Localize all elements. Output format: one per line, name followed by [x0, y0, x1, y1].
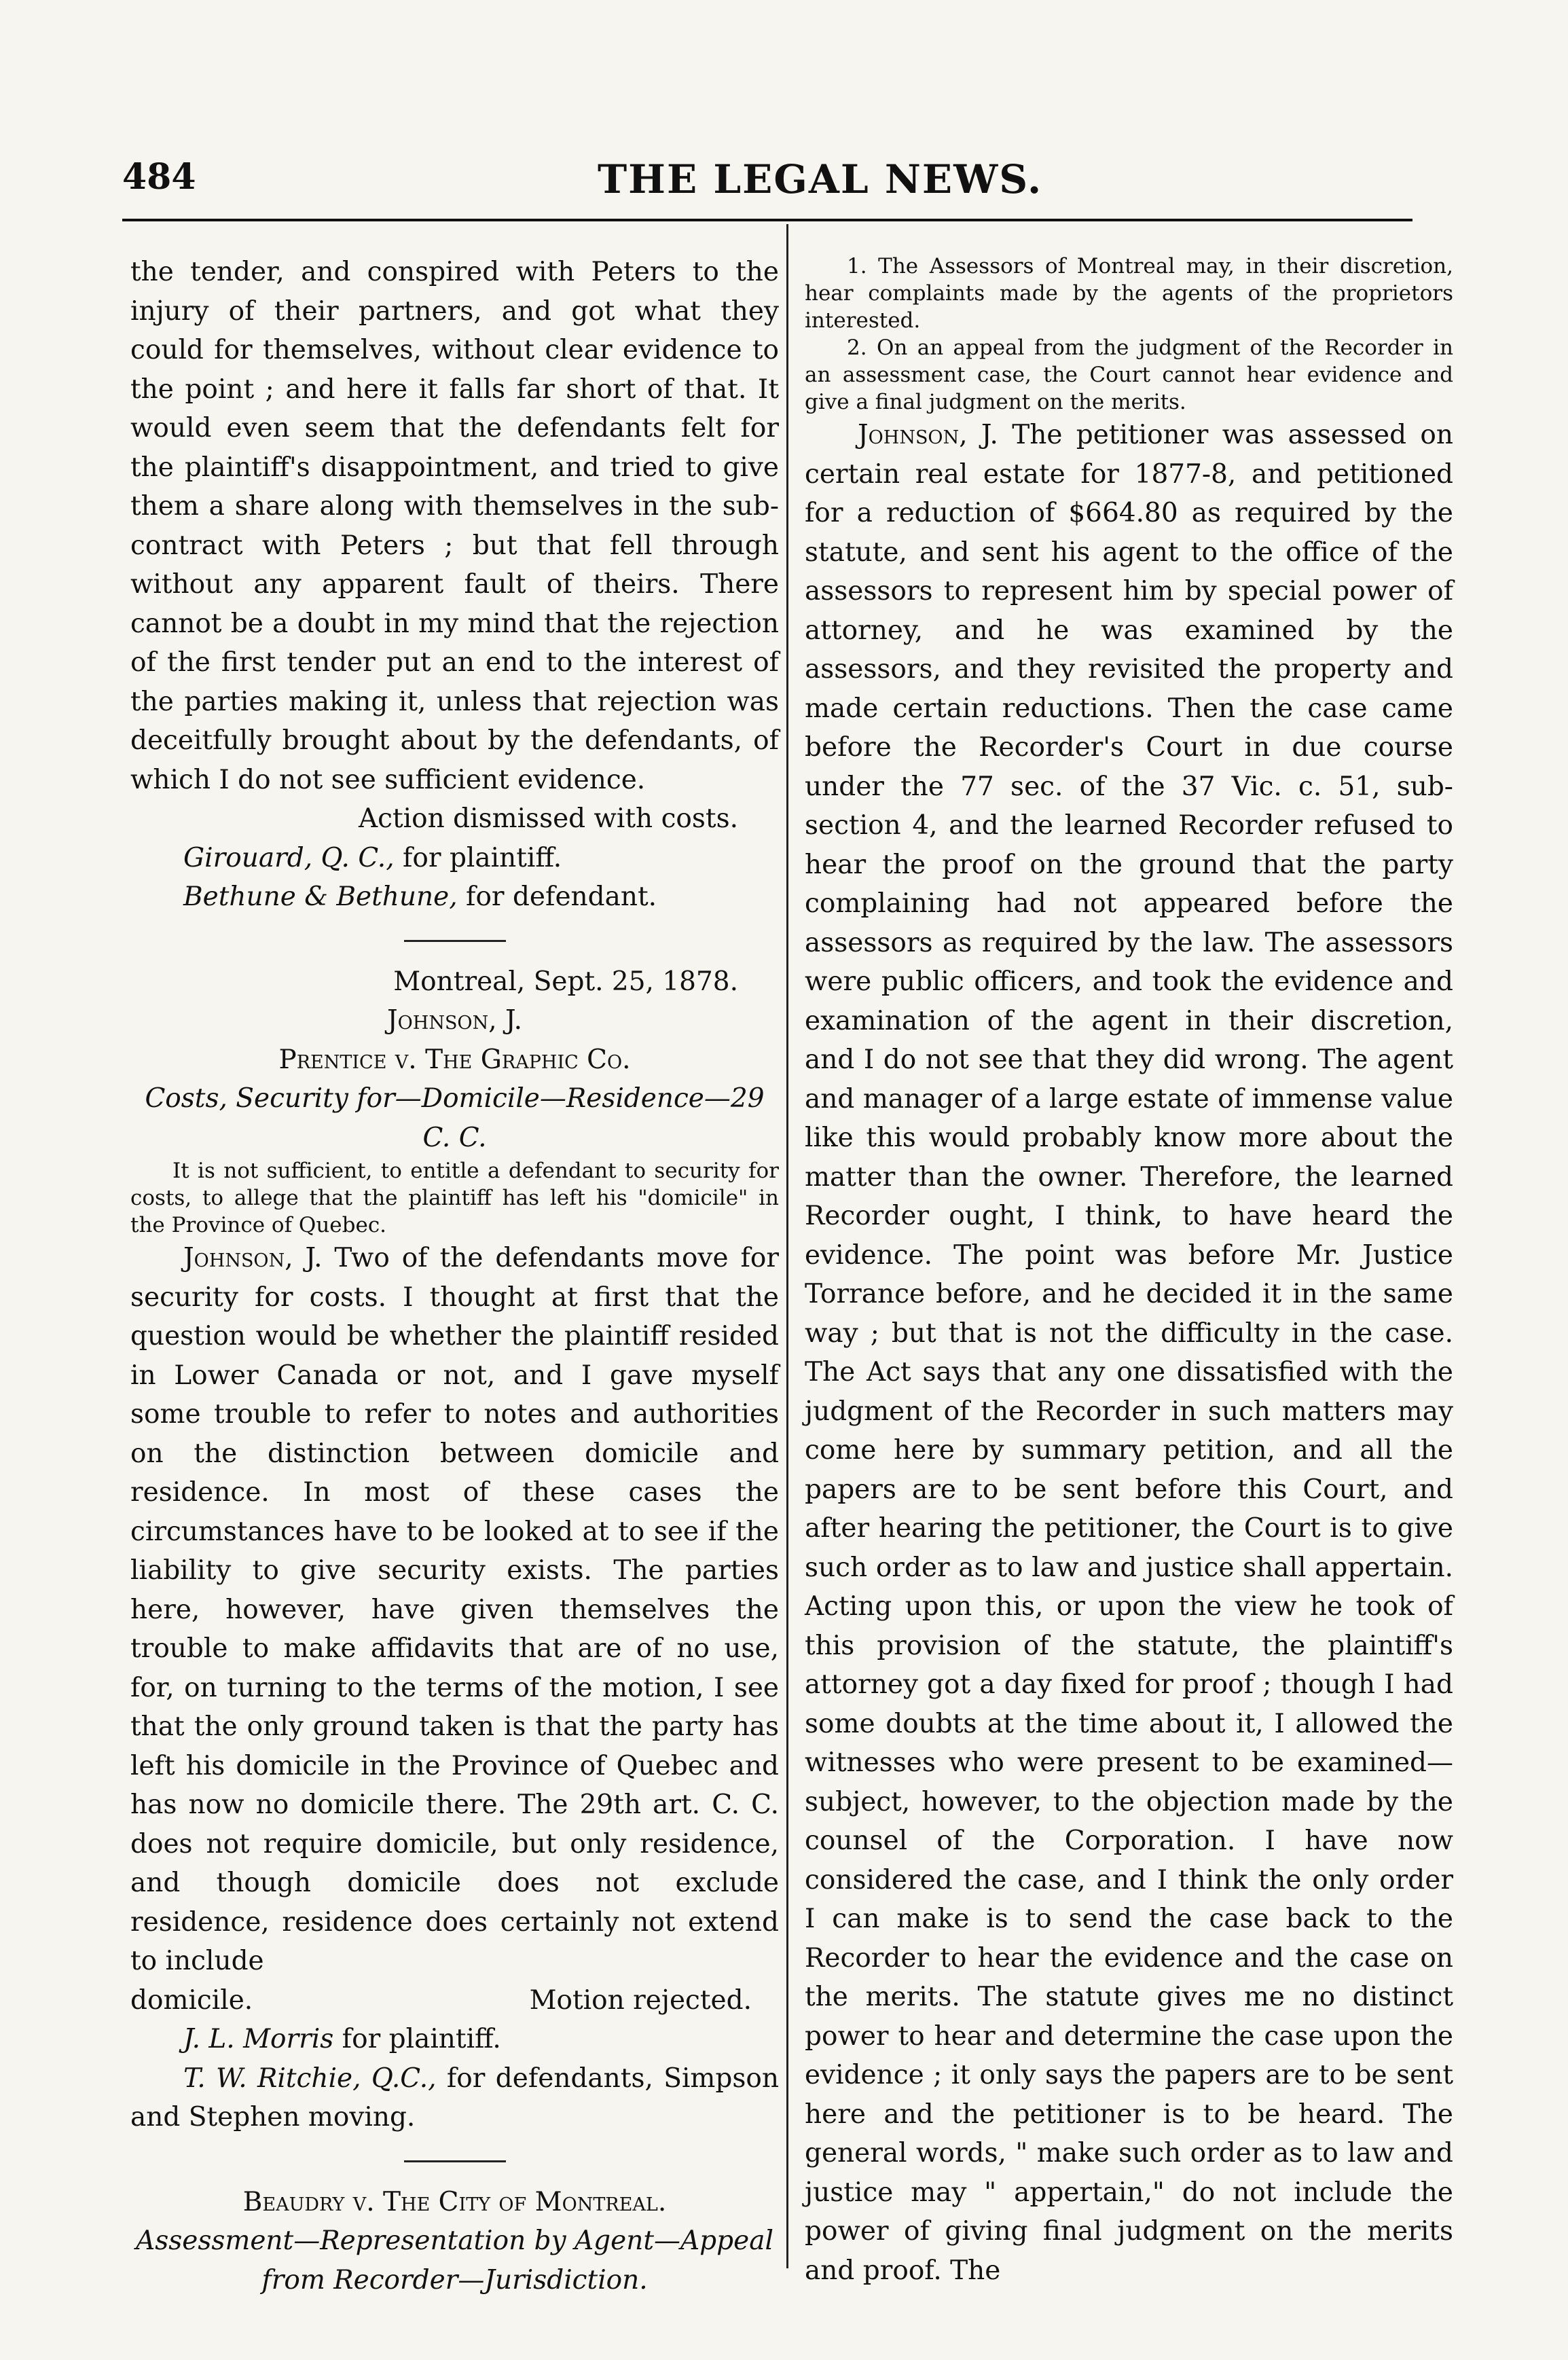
counsel-line-plaintiff — [130, 839, 779, 878]
judgment-paragraph-2 — [805, 416, 1453, 2290]
journal-title: THE LEGAL NEWS. — [598, 156, 1043, 202]
counsel-role: for plaintiff. — [394, 842, 562, 873]
judgment-text: The petitioner was assessed on certain real estate for 1877-8, and petitioned for a reduction of $664.80 as required by the statute, and sent his agent to the office of the assessors to represent him by special power of attorney, and he was examined by the assessors, and they revisited the property and made certain reductions. Then the case came before the Recorder's Court in due course under the 77 sec. of the 37 Vic. c. 51, sub-section 4, and the learned Recorder refused to hear the proof on the ground that the party complaining had not appeared before the assessors as required by the law. The assessors were public officers, and took the evidence and examination of the agent in their discretion, and I do not see that they did wrong. The agent and manager of a large estate of immense value like this would probably know more about the matter than the owner. Therefore, the learned Recorder ought, I think, to have heard the evidence. The point was before Mr. Justice Torrance before, and he decided it in the same way ; but that is not the difficulty in the case. The Act says that any one dissatisfied with the judgment of the Recorder in such matters may come here by summary petition, and all the papers are to be sent before this Court, and after hearing the petitioner, the Court is to give such order as to law and justice shall appertain. Acting upon this, or upon the view he took of this provision of the statute, the plaintiff's attorney got a day fixed for proof ; though I had some doubts at the time about it, I allowed the witnesses who were present to be examined—subject, however, to the objection made by the counsel of the Corporation. I have now considered the case, and I think the only order I can make is to send the case back to the Recorder to hear the evidence and the case on the merits. The statute gives me no distinct power to hear and determine the case upon the evidence ; it only says the papers are to be sent here and the petitioner is to be heard. The general words, " make such order as to law and justice may " appertain," do not include the power of giving final judgment on the merits and proof. The — [805, 420, 1453, 2286]
page-header — [122, 149, 1412, 211]
header-rule — [122, 219, 1412, 221]
right-column — [805, 253, 1453, 2290]
column-divider — [786, 224, 788, 2268]
case-title: Prentice v. The Graphic Co. — [278, 1044, 631, 1075]
case-title-2: Beaudry v. The City of Montreal. — [242, 2186, 667, 2217]
paragraph-continuation: the tender, and conspired with Peters to the injury of their partners, and got what they could for themselves, without clear evidence to the point ; and here it falls far short of that. It would even seem that the defendants felt for the plaintiff's disappointment, and tried to give them a share along with themselves in the sub-contract with Peters ; but that fell through without any apparent fault of theirs. There cannot be a doubt in my mind that the rejection of the first tender put an end to the interest of the parties making it, unless that rejection was deceitfully brought about by the defendants, of which I do not see sufficient evidence. — [130, 257, 779, 795]
counsel-name: Bethune & Bethune, — [183, 882, 458, 912]
counsel-name: T. W. Ritchie, Q.C., — [183, 2063, 437, 2094]
counsel-role: for plaintiff. — [333, 2024, 501, 2054]
dateline: Montreal, Sept. 25, 1878. — [393, 966, 738, 997]
counsel-name: J. L. Morris — [183, 2024, 334, 2054]
case-subject — [130, 1079, 779, 1157]
headnote: It is not sufficient, to entitle a defendant to security for costs, to allege that the plaintiff has left his "domicile" in the Province of Quebec. — [130, 1159, 779, 1237]
left-column — [130, 253, 779, 2300]
verdict-motion-rejected: Motion rejected. — [529, 1984, 752, 2016]
headnote-1: 1. The Assessors of Montreal may, in their discretion, hear complaints made by the agents of the proprietors interested. — [805, 254, 1453, 333]
page-number: 484 — [122, 156, 196, 198]
motion-line — [130, 1981, 779, 2020]
verdict-action-dismissed: Action dismissed with costs. — [359, 803, 738, 834]
section-rule — [404, 2160, 506, 2162]
counsel-line-defendants-2 — [130, 2059, 779, 2137]
counsel-line-plaintiff-2 — [130, 2020, 779, 2059]
judgment-paragraph — [130, 1239, 779, 1981]
section-rule — [404, 940, 506, 942]
headnote-2: 2. On an appeal from the judgment of the Recorder in an assessment case, the Court cannot hear evidence and give a final judgment on the merits. — [805, 335, 1453, 414]
judge-name: Johnson, J. — [387, 1005, 522, 1036]
counsel-role: for defendant. — [457, 882, 657, 912]
case-article: 29 C. C. — [422, 1083, 765, 1153]
judge-lead: Johnson, J. — [858, 420, 998, 450]
counsel-line-defendant — [130, 877, 779, 917]
judgment-text: Two of the defendants move for security for costs. I thought at first that the question would be whether the plaintiff resided in Lower Canada or not, and I gave myself some trouble to refer to notes and authorities on the distinction between domicile and residence. In most of these cases the circumstances have to be looked at to see if the liability to give security exists. The parties here, however, have given themselves the trouble to make affidavits that are of no use, for, on turning to the terms of the motion, I see that the only ground taken is that the party has left his domicile in the Province of Quebec and has now no domicile there. The 29th art. C. C. does not require domicile, but only residence, and though domicile does not exclude residence, residence does certainly not extend to include — [130, 1243, 779, 1976]
last-word: domicile. — [130, 1984, 253, 2016]
counsel-role: for defendants, Simpson and Stephen moving. — [130, 2063, 779, 2132]
case-subject-text: Costs, Security for—Domicile—Residence— — [145, 1083, 731, 1114]
case-subject-2: Assessment—Representation by Agent—Appeal from Recorder—Jurisdiction. — [136, 2226, 773, 2295]
counsel-name: Girouard, Q. C., — [183, 842, 395, 873]
judge-lead: Johnson, J. — [183, 1243, 323, 1273]
